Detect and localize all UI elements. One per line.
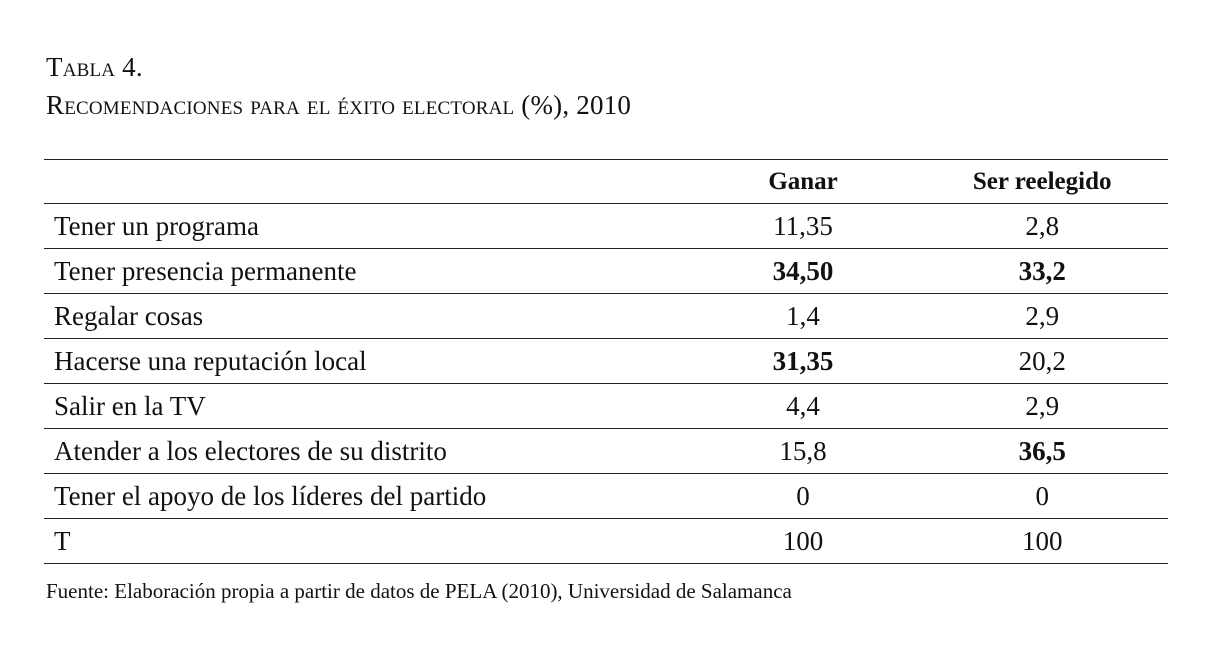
row-label: Tener presencia permanente: [44, 249, 690, 294]
cell-ser-reelegido: 20,2: [916, 339, 1168, 384]
table-row: [44, 384, 1168, 429]
row-label: Hacerse una reputación local: [44, 339, 690, 384]
cell-ser-reelegido: 33,2: [916, 249, 1168, 294]
cell-ser-reelegido: 2,9: [916, 294, 1168, 339]
cell-ser-reelegido: 2,9: [916, 384, 1168, 429]
table-number: Tabla 4.: [46, 52, 143, 82]
column-header-ser-reelegido: Ser reelegido: [916, 160, 1168, 204]
row-label: T: [44, 519, 690, 564]
row-label: Salir en la TV: [44, 384, 690, 429]
table-container: [44, 159, 1168, 564]
table-row: [44, 204, 1168, 249]
cell-ser-reelegido: 2,8: [916, 204, 1168, 249]
table-body: [44, 204, 1168, 564]
table-header-row: [44, 160, 1168, 204]
cell-ganar: 100: [690, 519, 917, 564]
row-label: Atender a los electores de su distrito: [44, 429, 690, 474]
table-caption: [46, 48, 631, 124]
row-label: Tener un programa: [44, 204, 690, 249]
source-note: Fuente: Elaboración propia a partir de datos de PELA (2010), Universidad de Salamanca: [46, 579, 792, 603]
cell-ganar: 0: [690, 474, 917, 519]
data-table: [44, 159, 1168, 564]
table-row: [44, 294, 1168, 339]
table-row: [44, 519, 1168, 564]
cell-ser-reelegido: 0: [916, 474, 1168, 519]
table-row: [44, 249, 1168, 294]
table-row: [44, 429, 1168, 474]
row-label: Regalar cosas: [44, 294, 690, 339]
cell-ganar: 11,35: [690, 204, 917, 249]
cell-ser-reelegido: 36,5: [916, 429, 1168, 474]
table-title: Recomendaciones para el éxito electoral (%), 2010: [46, 90, 632, 120]
row-label: Tener el apoyo de los líderes del partido: [44, 474, 690, 519]
column-header-ganar: Ganar: [690, 160, 917, 204]
cell-ser-reelegido: 100: [916, 519, 1168, 564]
table-row: [44, 339, 1168, 384]
cell-ganar: 31,35: [690, 339, 917, 384]
cell-ganar: 4,4: [690, 384, 917, 429]
cell-ganar: 15,8: [690, 429, 917, 474]
cell-ganar: 34,50: [690, 249, 917, 294]
table-row: [44, 474, 1168, 519]
column-header-empty: [44, 160, 690, 204]
cell-ganar: 1,4: [690, 294, 917, 339]
